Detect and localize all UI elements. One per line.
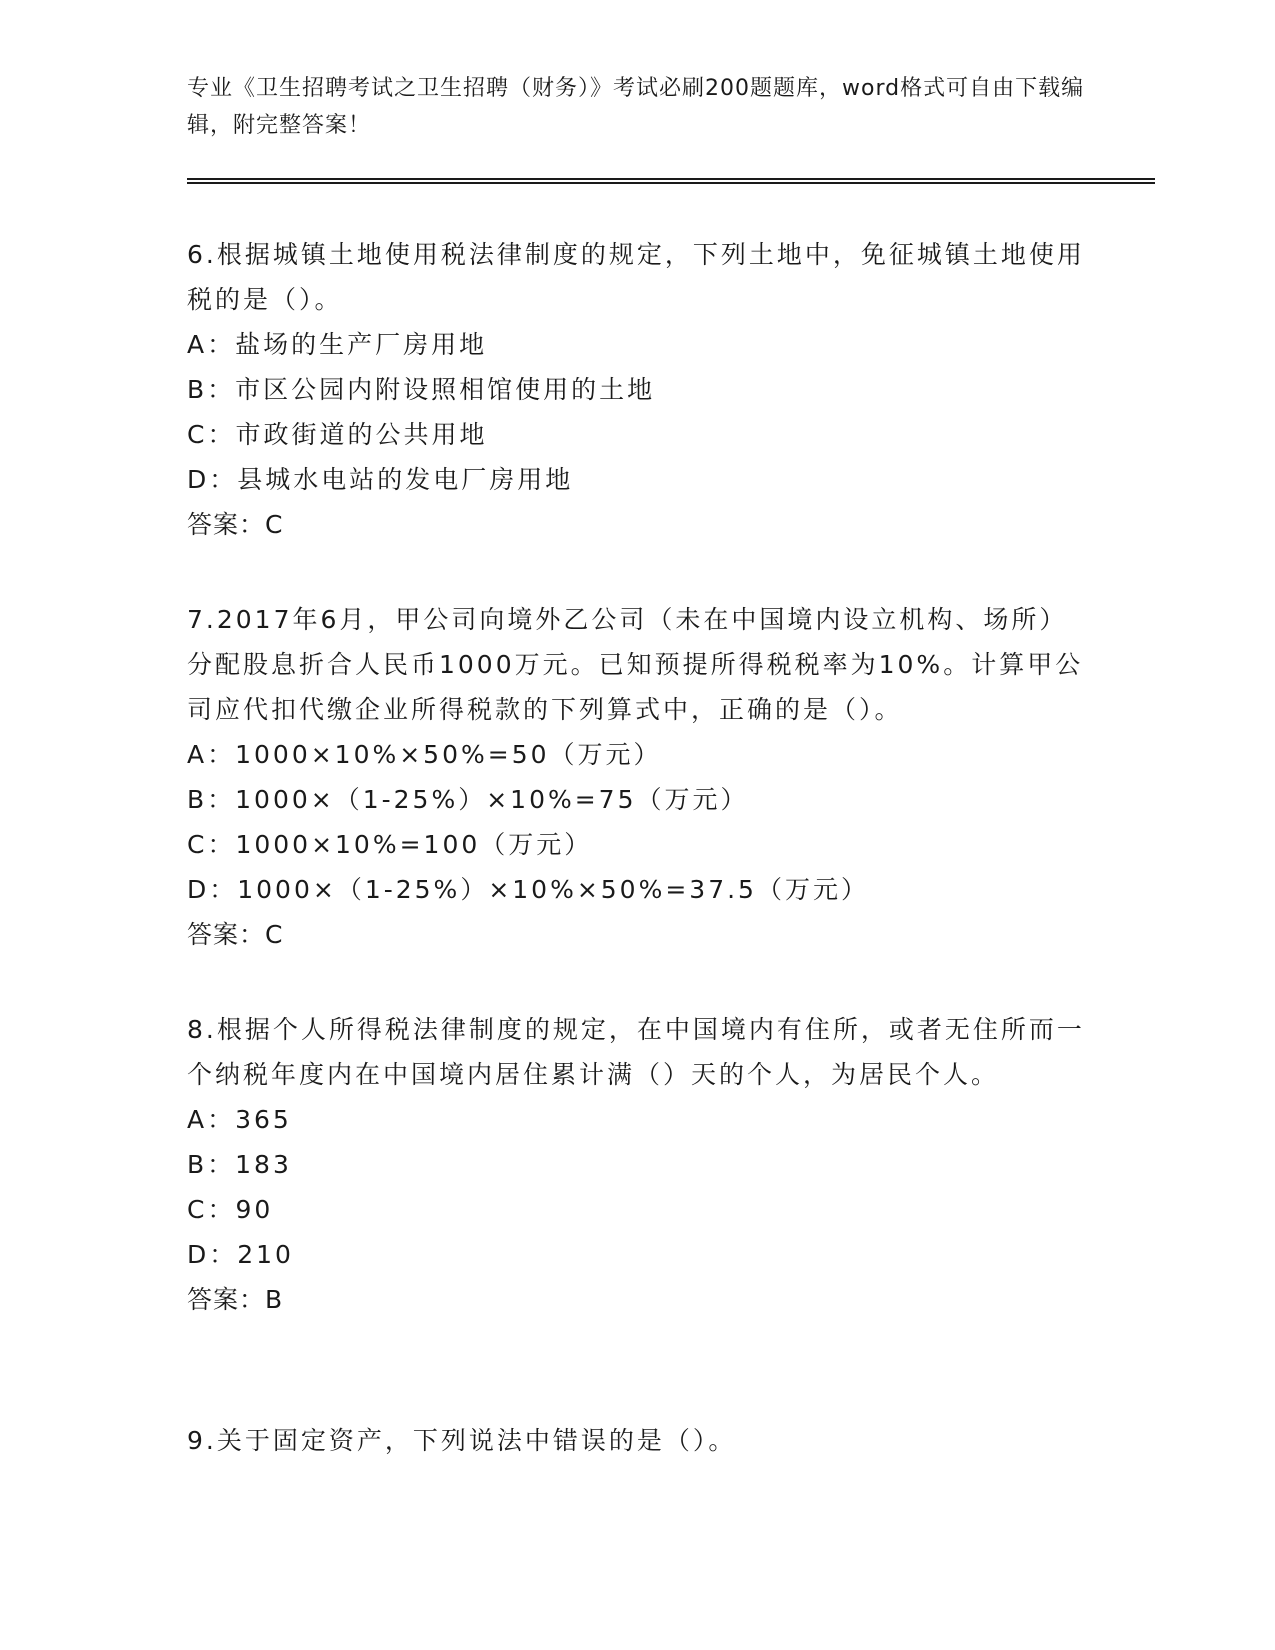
question-6 <box>187 232 1087 547</box>
option-a: A：365 <box>187 1105 292 1134</box>
answer: 答案：C <box>187 510 284 539</box>
question-stem: 6.根据城镇土地使用税法律制度的规定，下列土地中，免征城镇土地使用税的是（）。 <box>187 240 1085 314</box>
option-c: C：90 <box>187 1195 274 1224</box>
option-a: A：1000×10%×50%=50（万元） <box>187 740 662 769</box>
answer: 答案：C <box>187 920 284 949</box>
question-7 <box>187 597 1087 957</box>
header-text: 专业《卫生招聘考试之卫生招聘（财务）》考试必刷200题题库，word格式可自由下载编辑，附完整答案！ <box>187 76 1085 138</box>
question-stem: 8.根据个人所得税法律制度的规定，在中国境内有住所，或者无住所而一个纳税年度内在中国境内居住累计满（）天的个人，为居民个人。 <box>187 1015 1085 1089</box>
option-b: B：1000×（1-25%）×10%=75（万元） <box>187 785 749 814</box>
document-header <box>187 70 1087 144</box>
option-d: D：县城水电站的发电厂房用地 <box>187 465 574 494</box>
question-stem: 7.2017年6月，甲公司向境外乙公司（未在中国境内设立机构、场所）分配股息折合人民币1000万元。已知预提所得税税率为10%。计算甲公司应代扣代缴企业所得税款的下列算式中，正确的是（）。 <box>187 605 1084 724</box>
option-c: C：1000×10%=100（万元） <box>187 830 593 859</box>
question-8 <box>187 1007 1087 1322</box>
option-d: D：1000×（1-25%）×10%×50%=37.5（万元） <box>187 875 869 904</box>
option-b: B：183 <box>187 1150 292 1179</box>
answer: 答案：B <box>187 1285 284 1314</box>
option-c: C：市政街道的公共用地 <box>187 420 488 449</box>
option-d: D：210 <box>187 1240 294 1269</box>
option-a: A：盐场的生产厂房用地 <box>187 330 488 359</box>
option-b: B：市区公园内附设照相馆使用的土地 <box>187 375 656 404</box>
question-stem: 9.关于固定资产，下列说法中错误的是（）。 <box>187 1426 737 1455</box>
header-divider <box>187 178 1155 184</box>
question-9 <box>187 1418 1087 1463</box>
